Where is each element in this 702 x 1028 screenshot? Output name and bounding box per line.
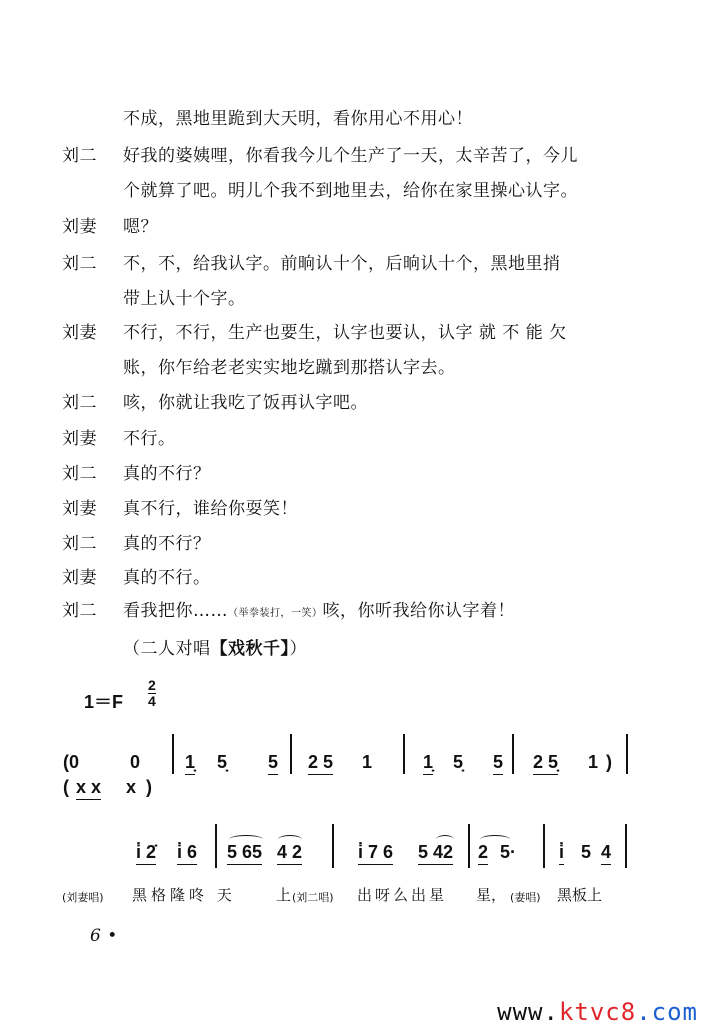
- song-intro-close: ）: [289, 639, 307, 659]
- note: ): [146, 777, 152, 797]
- singer-cue: (刘二唱): [292, 891, 334, 904]
- singer-cue: (刘妻唱): [62, 891, 104, 904]
- watermark-a: www.: [497, 998, 559, 1026]
- dialogue-text: [123, 596, 515, 621]
- slur: [278, 835, 302, 844]
- tune-name: 【戏秋千】: [210, 639, 290, 659]
- key-signature: 1＝F: [84, 692, 124, 712]
- page-number: 6 •: [90, 926, 118, 946]
- dialogue-segment: 咳，你听我给你认字着！: [322, 601, 515, 621]
- note: 0: [130, 752, 141, 772]
- note: 4 2: [277, 842, 302, 865]
- note: 5̣: [453, 752, 464, 772]
- dialogue-text: 真的不行？: [123, 464, 211, 484]
- note: 1: [588, 752, 599, 772]
- note: (: [63, 777, 69, 797]
- note: x x: [76, 777, 101, 800]
- speaker-name: 刘二: [62, 601, 97, 621]
- dialogue-text: 好我的婆姨哩，你看我今儿个生产了一天，太辛苦了，今儿: [123, 146, 578, 166]
- lyric: 黑板上: [557, 886, 603, 904]
- dialogue-text: 真的不行。: [123, 568, 211, 588]
- dialogue-text: 不行。: [123, 429, 176, 449]
- speaker-name: 刘妻: [62, 323, 97, 343]
- speaker-name: 刘妻: [62, 568, 97, 588]
- bar-line: [290, 734, 292, 774]
- bar-line: [403, 734, 405, 774]
- note: 5: [268, 752, 278, 775]
- dialogue-text: 不行，不行，生产也要生，认字也要认，认字 就 不 能 欠: [123, 323, 567, 343]
- bar-line: [332, 824, 334, 868]
- speaker-name: 刘妻: [62, 429, 97, 449]
- note: i̇ 2̇: [136, 842, 156, 865]
- dialogue-text: 带上认十个字。: [123, 289, 246, 309]
- stage-direction: （举拳装打，一笑）: [228, 608, 323, 619]
- lyric: 黑格隆咚 天: [132, 886, 236, 904]
- note: x: [126, 777, 137, 797]
- speaker-name: 刘二: [62, 393, 97, 413]
- dialogue-text: 不，不，给我认字。前晌认十个，后晌认十个，黑地里捎: [123, 254, 561, 274]
- bar-line: [625, 824, 627, 868]
- dialogue-text: 不成，黑地里跪到大天明，看你用心不用心！: [123, 109, 473, 129]
- song-intro-open: （二人对唱: [123, 639, 211, 659]
- watermark-b: ktvc8: [558, 998, 637, 1026]
- note: 5̣: [217, 752, 228, 772]
- note: i̇ 6: [177, 842, 197, 865]
- singer-cue: (妻唱): [510, 891, 541, 904]
- bar-line: [543, 824, 545, 868]
- speaker-name: 刘二: [62, 254, 97, 274]
- note: 5: [493, 752, 503, 775]
- note: 2 5: [308, 752, 333, 775]
- watermark: [497, 998, 698, 1026]
- lyric: 出呀么出星: [357, 886, 448, 904]
- watermark-c: com: [651, 998, 698, 1026]
- dialogue-text: 个就算了吧。明儿个我不到地里去，给你在家里操心认字。: [123, 181, 578, 201]
- dialogue-text: 咳，你就让我吃了饭再认字吧。: [123, 393, 368, 413]
- speaker-name: 刘妻: [62, 217, 97, 237]
- watermark-dot: .: [636, 998, 652, 1026]
- speaker-name: 刘二: [62, 146, 97, 166]
- note: 5 42: [418, 842, 453, 865]
- note: i̇ 7 6: [358, 842, 393, 865]
- note: 1: [362, 752, 373, 772]
- note: 5: [581, 842, 592, 862]
- dialogue-segment: 看我把你……: [123, 601, 228, 621]
- speaker-name: 刘妻: [62, 499, 97, 519]
- bar-line: [172, 734, 174, 774]
- note: 2 5̣: [533, 752, 558, 775]
- slur: [436, 835, 454, 844]
- note: 1̣: [423, 752, 433, 775]
- note: 4: [601, 842, 611, 865]
- bar-line: [512, 734, 514, 774]
- note: (0: [63, 752, 80, 772]
- lyric: 上: [276, 886, 292, 904]
- note: 5·: [500, 842, 517, 862]
- lyric: 星，: [476, 886, 507, 904]
- dialogue-text: 真的不行？: [123, 534, 211, 554]
- note: 5 65: [227, 842, 262, 865]
- dialogue-text: 嗯？: [123, 217, 158, 237]
- dialogue-text: 真不行，谁给你耍笑！: [123, 499, 298, 519]
- speaker-name: 刘二: [62, 464, 97, 484]
- slur: [480, 835, 510, 844]
- bar-line: [468, 824, 470, 868]
- note: 1̣: [185, 752, 195, 775]
- time-bottom: 4: [148, 693, 156, 709]
- slur: [229, 835, 263, 844]
- note: 2: [478, 842, 488, 865]
- note: i̇: [559, 842, 564, 865]
- bar-line: [215, 824, 217, 868]
- time-signature: [148, 678, 156, 708]
- time-top: 2: [148, 677, 156, 693]
- dialogue-text: 账，你乍给老老实实地圪蹴到那搭认字去。: [123, 358, 456, 378]
- note: ): [606, 752, 612, 772]
- song-intro: [123, 634, 307, 659]
- speaker-name: 刘二: [62, 534, 97, 554]
- bar-line: [626, 734, 628, 774]
